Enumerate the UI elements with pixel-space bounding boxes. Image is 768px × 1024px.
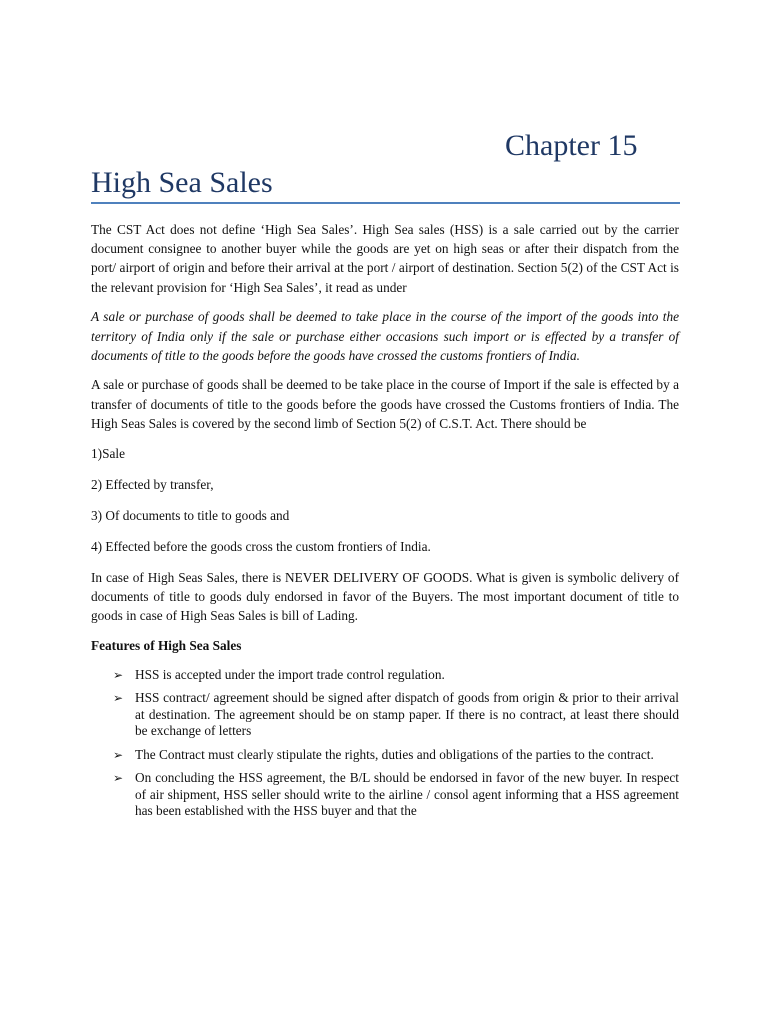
section-quote: A sale or purchase of goods shall be deemed to take place in the course of the import of the goods into the territory of India only if the sale or purchase either occasions such import or is effected by a transfer of documents of title to the goods before the goods have crossed the customs frontiers of India. [91,309,679,363]
chapter-number: Chapter 15 [505,129,638,162]
bullet-text: On concluding the HSS agreement, the B/L should be endorsed in favor of the new buyer. In respect of air shipment, HSS seller should write to the airline / consol agent informing that a HSS agreement has been established with the HSS buyer and that the [135,770,679,819]
features-bullet [91,747,679,764]
bullet-text: The Contract must clearly stipulate the rights, duties and obligations of the parties to the contract. [135,746,654,762]
arrowhead-bullet-icon: ➢ [113,667,124,682]
features-bullet [91,690,679,740]
arrowhead-bullet-icon: ➢ [113,771,124,786]
bullet-text: HSS is accepted under the import trade control regulation. [135,666,445,682]
chapter-title: High Sea Sales [91,166,273,199]
intro-paragraph: The CST Act does not define ‘High Sea Sales’. High Sea sales (HSS) is a sale carried out by the carrier document consignee to another buyer while the goods are yet on high seas or after their dispatch from the port/ airport of origin and before their arrival at the port / airport of destination. Section 5(2) of the CST Act is the relevant provision for ‘High Sea Sales’, it read as under [91,222,679,295]
import-paragraph: A sale or purchase of goods shall be deemed to be take place in the course of Import if the sale is effected by a transfer of documents of title to the goods before the goods have crossed the Customs frontiers of India. The High Seas Sales is covered by the second limb of Section 5(2) of C.S.T. Act. There should be [91,377,679,431]
arrowhead-bullet-icon: ➢ [113,691,124,706]
title-underline [91,202,680,204]
list-item: 2) Effected by transfer, [91,476,214,492]
features-list [91,667,679,820]
list-item: 3) Of documents to title to goods and [91,507,290,523]
delivery-paragraph: In case of High Seas Sales, there is NEVER DELIVERY OF GOODS. What is given is symbolic delivery of documents of title to goods duly endorsed in favor of the Buyers. The most important document of title to goods in case of High Seas Sales is bill of Lading. [91,569,679,623]
bullet-text: HSS contract/ agreement should be signed after dispatch of goods from origin & prior to their arrival at destination. The agreement should be on stamp paper. If there is no contract, at least there should be exchange of letters [135,690,679,739]
features-heading: Features of High Sea Sales [91,637,242,653]
arrowhead-bullet-icon: ➢ [113,747,124,762]
features-bullet [91,770,679,820]
features-bullet [91,667,679,684]
list-item: 4) Effected before the goods cross the custom frontiers of India. [91,538,431,554]
list-item: 1)Sale [91,445,125,461]
document-body [91,220,679,827]
